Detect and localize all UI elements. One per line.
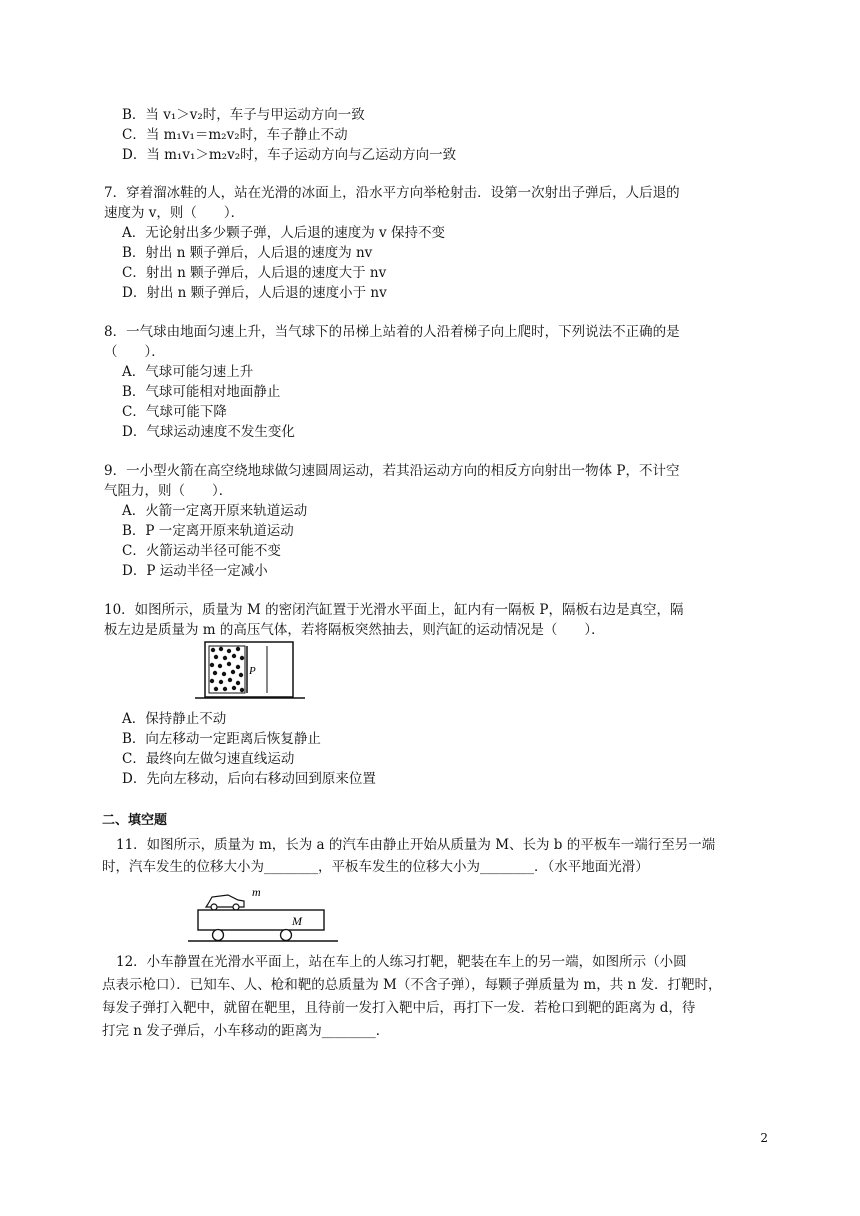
q9-option-c: C．火箭运动半径可能不变	[122, 543, 281, 559]
section-heading-fill-in: 二、填空题	[102, 813, 168, 828]
q7-option-c: C．射出 n 颗子弹后，人后退的速度大于 nv	[122, 265, 387, 281]
q9-option-d: D．P 运动半径一定减小	[122, 563, 268, 579]
cart-mass-label: M	[292, 914, 302, 928]
q10-stem-line1: 10．如图所示，质量为 M 的密闭汽缸置于光滑水平面上，缸内有一隔板 P，隔板右边是真空，隔	[104, 602, 684, 618]
q6-option-c: C．当 m₁v₁＝m₂v₂时，车子静止不动	[122, 127, 348, 143]
cart-wheel-left	[213, 930, 224, 941]
q7-option-a: A．无论射出多少颗子弹，人后退的速度为 v 保持不变	[122, 225, 445, 241]
q7-option-b: B．射出 n 颗子弹后，人后退的速度为 nv	[122, 245, 373, 261]
q10-option-c: C．最终向左做匀速直线运动	[122, 751, 295, 767]
q6-option-d: D．当 m₁v₁＞m₂v₂时，车子运动方向与乙运动方向一致	[122, 147, 457, 163]
q9-option-b: B．P 一定离开原来轨道运动	[122, 523, 294, 539]
q11-stem-line1: 11．如图所示，质量为 m，长为 a 的汽车由静止开始从质量为 M、长为 b 的平板车一端行至另一端	[116, 837, 716, 853]
partition-label: P	[249, 665, 256, 677]
q6-option-b: B．当 v₁＞v₂时，车子与甲运动方向一致	[122, 107, 365, 123]
q8-option-a: A．气球可能匀速上升	[122, 364, 254, 380]
q10-option-b: B．向左移动一定距离后恢复静止	[122, 731, 321, 747]
q10-option-d: D．先向左移动，后向右移动回到原来位置	[122, 771, 376, 787]
page-number: 2	[760, 1131, 768, 1145]
q8-stem-line1: 8．一气球由地面匀速上升，当气球下的吊梯上站着的人沿着梯子向上爬时，下列说法不正确的是	[104, 324, 680, 340]
car-icon	[206, 895, 244, 910]
car-mass-label: m	[252, 885, 261, 899]
q9-stem-line1: 9．一小型火箭在高空绕地球做匀速圆周运动，若其沿运动方向的相反方向射出一物体 P，不计空	[104, 463, 680, 479]
q8-option-d: D．气球运动速度不发生变化	[122, 424, 295, 440]
q8-option-b: B．气球可能相对地面静止	[122, 384, 281, 400]
q12-stem-line1: 12．小车静置在光滑水平面上，站在车上的人练习打靶，靶装在车上的另一端，如图所示（小圆	[116, 954, 687, 970]
cart-wheel-right	[281, 930, 292, 941]
gas-region	[209, 646, 245, 693]
q12-stem-line4: 打完 n 发子弹后，小车移动的距离为________．	[102, 1023, 390, 1039]
flat-cart	[198, 910, 324, 930]
q9-stem-line2: 气阻力，则（ ）．	[104, 483, 233, 499]
q11-stem-line2: 时，汽车发生的位移大小为________，平板车发生的位移大小为________．（水平地面光滑）	[102, 859, 649, 875]
q7-option-d: D．射出 n 颗子弹后，人后退的速度小于 nv	[122, 285, 387, 301]
q8-stem-line2: （ ）．	[104, 344, 165, 360]
q12-stem-line2: 点表示枪口）．已知车、人、枪和靶的总质量为 M（不含子弹），每颗子弹质量为 m，共 n 发．打靶时，	[102, 977, 722, 993]
cylinder-figure	[195, 640, 305, 704]
q12-stem-line3: 每发子弹打入靶中，就留在靶里，且待前一发打入靶中后，再打下一发．若枪口到靶的距离为 d，待	[102, 1000, 696, 1016]
q10-option-a: A．保持静止不动	[122, 711, 227, 727]
cart-figure	[188, 880, 338, 944]
q7-stem-line2: 速度为 v，则（ ）．	[104, 205, 245, 221]
q7-stem-line1: 7．穿着溜冰鞋的人，站在光滑的冰面上，沿水平方向举枪射击．设第一次射出子弹后，人后退的	[104, 185, 680, 201]
q8-option-c: C．气球可能下降	[122, 404, 227, 420]
q10-stem-line2: 板左边是质量为 m 的高压气体，若将隔板突然抽去，则汽缸的运动情况是（ ）．	[104, 622, 605, 638]
q9-option-a: A．火箭一定离开原来轨道运动	[122, 503, 308, 519]
